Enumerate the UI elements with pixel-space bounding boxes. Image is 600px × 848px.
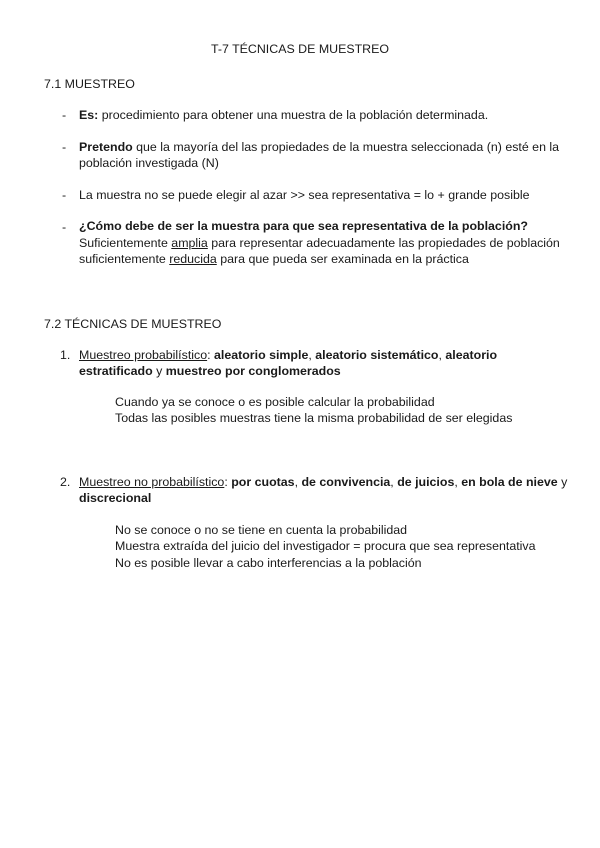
technique: de juicios [397, 475, 455, 489]
item-non-probabilistic [79, 474, 567, 490]
bullet-text: procedimiento para obtener una muestra de la población determinada. [98, 108, 489, 122]
answer-text: Suficientemente [79, 236, 172, 250]
technique: aleatorio sistemático [315, 348, 439, 362]
bullet-term: Pretendo [79, 140, 133, 154]
separator: : [207, 348, 214, 362]
keyword-reducida: reducida [169, 252, 217, 266]
separator: y [557, 475, 568, 489]
note-line: Muestra extraída del juicio del investigador = procura que sea representativa [115, 539, 536, 553]
separator: , [390, 475, 398, 489]
technique: de convivencia [301, 475, 391, 489]
technique: por cuotas [231, 475, 295, 489]
bullet-dash: - [62, 140, 67, 154]
item-label: Muestreo probabilístico [79, 348, 208, 362]
bullet-definition [79, 107, 488, 123]
item-probabilistic [79, 347, 497, 363]
document-title: T-7 TÉCNICAS DE MUESTREO [210, 42, 390, 56]
bullet-purpose-line2: población investigada (N) [79, 156, 219, 170]
note-line: No se conoce o no se tiene en cuenta la probabilidad [115, 523, 408, 537]
separator: : [224, 475, 232, 489]
separator: , [308, 348, 316, 362]
bullet-random-selection: La muestra no se puede elegir al azar >> sea representativa = lo + grande posible [79, 188, 530, 202]
section-heading-muestreo: 7.1 MUESTREO [44, 77, 135, 91]
item-label: Muestreo no probabilístico [79, 475, 225, 489]
bullet-dash: - [62, 108, 67, 122]
note-line: No es posible llevar a cabo interferencias a la población [115, 556, 422, 570]
note-line: Cuando ya se conoce o es posible calcular la probabilidad [115, 395, 435, 409]
bullet-dash: - [62, 220, 67, 234]
keyword-amplia: amplia [171, 236, 208, 250]
list-number: 1. [60, 348, 71, 362]
list-number: 2. [60, 475, 71, 489]
item-non-probabilistic-line2: discrecional [79, 491, 152, 505]
technique: aleatorio [445, 348, 498, 362]
technique: muestreo por conglomerados [165, 364, 341, 378]
separator: , [294, 475, 302, 489]
technique: aleatorio simple [214, 348, 309, 362]
separator: y [152, 364, 166, 378]
technique: estratificado [79, 364, 153, 378]
separator: , [454, 475, 462, 489]
section-heading-tecnicas: 7.2 TÉCNICAS DE MUESTREO [44, 317, 222, 331]
separator: , [438, 348, 446, 362]
bullet-text: que la mayoría del las propiedades de la muestra seleccionada (n) esté en la [132, 140, 560, 154]
answer-text: para representar adecuadamente las propiedades de población [207, 236, 560, 250]
item-probabilistic-line2 [79, 363, 341, 379]
answer-text: para que pueda ser examinada en la práctica [216, 252, 469, 266]
bullet-question: ¿Cómo debe de ser la muestra para que sea representativa de la población? [79, 219, 528, 233]
bullet-answer-line1 [79, 235, 560, 251]
technique: en bola de nieve [461, 475, 558, 489]
bullet-purpose [79, 139, 559, 155]
bullet-answer-line2 [79, 251, 469, 267]
bullet-dash: - [62, 188, 67, 202]
answer-text: suficientemente [79, 252, 170, 266]
bullet-term: Es: [79, 108, 99, 122]
note-line: Todas las posibles muestras tiene la misma probabilidad de ser elegidas [115, 411, 513, 425]
